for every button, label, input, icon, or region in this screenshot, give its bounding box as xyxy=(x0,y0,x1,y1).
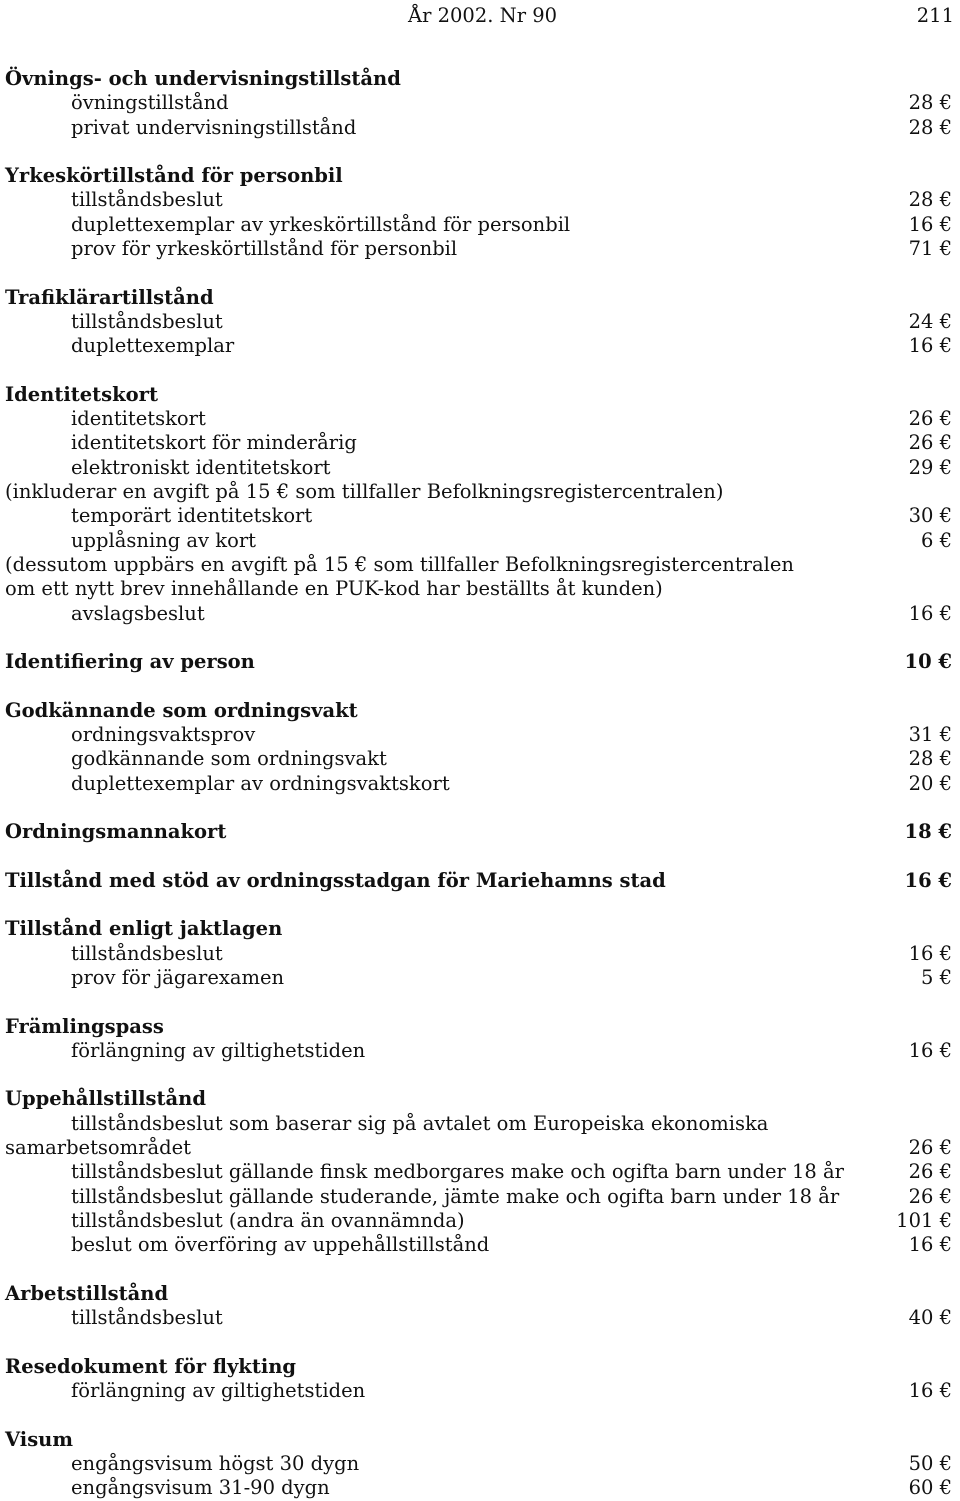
section-spacer xyxy=(5,1330,952,1354)
fee-item-label: tillståndsbeslut gällande studerande, jämte make och ogifta barn under 18 år xyxy=(71,1184,840,1208)
section-heading xyxy=(5,699,952,723)
fee-price: 101 € xyxy=(896,1208,952,1232)
fee-item-label: förlängning av giltighetstiden xyxy=(71,1379,366,1403)
fee-item xyxy=(5,1379,952,1403)
section-spacer xyxy=(5,990,952,1014)
fee-item xyxy=(5,1452,952,1476)
fee-price: 28 € xyxy=(908,115,952,139)
fee-price: 71 € xyxy=(908,237,952,261)
fee-item xyxy=(5,334,952,358)
fee-item xyxy=(5,723,952,747)
fee-item-label: prov för jägarexamen xyxy=(71,965,285,989)
section-spacer xyxy=(5,359,952,383)
fee-item-label: duplettexemplar av yrkeskörtillstånd för personbil xyxy=(71,212,571,236)
fee-item-label: (inkluderar en avgift på 15 € som tillfaller Befolkningsregistercentralen) xyxy=(5,480,724,504)
section-heading xyxy=(5,1087,952,1111)
fee-price: 16 € xyxy=(908,334,952,358)
fee-item-label: tillståndsbeslut xyxy=(71,941,223,965)
fee-item xyxy=(5,966,952,990)
section-heading-text: Identitetskort xyxy=(5,382,158,406)
section-spacer xyxy=(5,1063,952,1087)
fee-price: 28 € xyxy=(908,188,952,212)
fee-price: 5 € xyxy=(920,965,952,989)
fee-item xyxy=(5,188,952,212)
fee-item xyxy=(5,1209,952,1233)
section-heading-text: Identifiering av person xyxy=(5,650,255,674)
section-heading xyxy=(5,67,952,91)
fee-price: 26 € xyxy=(908,431,952,455)
fee-item xyxy=(5,1039,952,1063)
fee-price: 29 € xyxy=(908,455,952,479)
fee-item-label: identitetskort för minderårig xyxy=(71,431,357,455)
fee-item xyxy=(5,237,952,261)
section-heading xyxy=(5,286,952,310)
fee-item xyxy=(5,772,952,796)
section-heading xyxy=(5,1355,952,1379)
fee-price: 28 € xyxy=(908,747,952,771)
fee-item-label: tillståndsbeslut som baserar sig på avtalet om Europeiska ekonomiska xyxy=(71,1111,769,1135)
fee-item xyxy=(5,431,952,455)
fee-item-label: temporärt identitetskort xyxy=(71,504,313,528)
page-title: År 2002. Nr 90 xyxy=(408,4,558,27)
section-spacer xyxy=(5,845,952,869)
fee-price: 16 € xyxy=(908,941,952,965)
fee-price: 16 € xyxy=(908,1038,952,1062)
fee-price: 30 € xyxy=(908,504,952,528)
section-heading xyxy=(5,650,952,674)
section-heading-text: Främlingspass xyxy=(5,1014,164,1038)
section-spacer xyxy=(5,261,952,285)
fee-item xyxy=(5,1306,952,1330)
fee-item-label: tillståndsbeslut xyxy=(71,1306,223,1330)
section-heading xyxy=(5,1282,952,1306)
fee-item-label: samarbetsområdet xyxy=(5,1136,191,1160)
fee-item-label: identitetskort xyxy=(71,407,206,431)
section-heading-text: Godkännande som ordningsvakt xyxy=(5,698,358,722)
fee-note xyxy=(5,577,952,601)
fee-price: 16 € xyxy=(908,212,952,236)
section-heading-text: Resedokument för flykting xyxy=(5,1354,297,1378)
fee-price: 16 € xyxy=(904,868,952,892)
fee-item-label: tillståndsbeslut xyxy=(71,309,223,333)
fee-price: 26 € xyxy=(908,1184,952,1208)
fee-price: 6 € xyxy=(920,528,952,552)
fee-item-label: tillståndsbeslut xyxy=(71,188,223,212)
section-spacer xyxy=(5,796,952,820)
fee-item xyxy=(5,116,952,140)
fee-item-label: privat undervisningstillstånd xyxy=(71,115,357,139)
fee-item-label: elektroniskt identitetskort xyxy=(71,455,331,479)
fee-item-label: prov för yrkeskörtillstånd för personbil xyxy=(71,237,458,261)
section-spacer xyxy=(5,1403,952,1427)
fee-item-label: duplettexemplar av ordningsvaktskort xyxy=(71,771,450,795)
fee-price: 10 € xyxy=(904,650,952,674)
fee-price: 50 € xyxy=(908,1451,952,1475)
section-heading xyxy=(5,1015,952,1039)
section-spacer xyxy=(5,140,952,164)
fee-item xyxy=(5,1233,952,1257)
section-heading-text: Tillstånd enligt jaktlagen xyxy=(5,917,283,941)
section-heading-text: Uppehållstillstånd xyxy=(5,1087,206,1111)
section-spacer xyxy=(5,893,952,917)
section-heading xyxy=(5,1428,952,1452)
section-heading xyxy=(5,917,952,941)
fee-item-label: godkännande som ordningsvakt xyxy=(71,747,387,771)
fee-price: 60 € xyxy=(908,1476,952,1500)
fee-item xyxy=(5,456,952,480)
fee-item xyxy=(5,529,952,553)
fee-item-label: om ett nytt brev innehållande en PUK-kod har beställts åt kunden) xyxy=(5,577,663,601)
fee-price: 28 € xyxy=(908,91,952,115)
section-heading-text: Arbetstillstånd xyxy=(5,1281,169,1305)
fee-item xyxy=(5,1185,952,1209)
section-heading xyxy=(5,383,952,407)
fee-item xyxy=(5,1112,952,1136)
fee-price: 16 € xyxy=(908,601,952,625)
fee-price: 26 € xyxy=(908,407,952,431)
section-spacer xyxy=(5,1258,952,1282)
page-header xyxy=(0,4,960,30)
fee-note xyxy=(5,1136,952,1160)
section-heading-text: Yrkeskörtillstånd för personbil xyxy=(5,164,343,188)
section-heading-text: Tillstånd med stöd av ordningsstadgan för Mariehamns stad xyxy=(5,868,666,892)
section-heading-text: Visum xyxy=(5,1427,73,1451)
section-heading xyxy=(5,820,952,844)
fee-price: 18 € xyxy=(904,820,952,844)
fee-item xyxy=(5,1476,952,1500)
fee-price: 16 € xyxy=(908,1233,952,1257)
fee-list xyxy=(5,67,952,1501)
fee-item xyxy=(5,504,952,528)
fee-price: 31 € xyxy=(908,723,952,747)
section-heading-text: Trafiklärartillstånd xyxy=(5,285,214,309)
fee-item-label: duplettexemplar xyxy=(71,334,235,358)
fee-item xyxy=(5,213,952,237)
page-number: 211 xyxy=(916,4,954,27)
fee-item xyxy=(5,942,952,966)
section-heading-text: Övnings- och undervisningstillstånd xyxy=(5,67,401,90)
fee-item xyxy=(5,1160,952,1184)
fee-price: 40 € xyxy=(908,1306,952,1330)
fee-item xyxy=(5,602,952,626)
fee-item xyxy=(5,91,952,115)
fee-price: 20 € xyxy=(908,771,952,795)
fee-price: 24 € xyxy=(908,309,952,333)
section-heading xyxy=(5,869,952,893)
fee-note xyxy=(5,553,952,577)
fee-item-label: engångsvisum 31-90 dygn xyxy=(71,1476,330,1500)
fee-item xyxy=(5,310,952,334)
fee-item-label: tillståndsbeslut gällande finsk medborgares make och ogifta barn under 18 år xyxy=(71,1160,844,1184)
fee-item-label: engångsvisum högst 30 dygn xyxy=(71,1451,360,1475)
fee-item-label: ordningsvaktsprov xyxy=(71,723,256,747)
fee-note xyxy=(5,480,952,504)
fee-item xyxy=(5,407,952,431)
fee-price: 26 € xyxy=(908,1160,952,1184)
fee-price: 16 € xyxy=(908,1379,952,1403)
fee-item-label: (dessutom uppbärs en avgift på 15 € som tillfaller Befolkningsregistercentralen xyxy=(5,552,794,576)
section-spacer xyxy=(5,626,952,650)
fee-item-label: beslut om överföring av uppehållstillstånd xyxy=(71,1233,490,1257)
fee-item-label: avslagsbeslut xyxy=(71,601,205,625)
fee-item-label: upplåsning av kort xyxy=(71,528,256,552)
fee-price: 26 € xyxy=(908,1136,952,1160)
section-heading xyxy=(5,164,952,188)
fee-item-label: förlängning av giltighetstiden xyxy=(71,1038,366,1062)
section-heading-text: Ordningsmannakort xyxy=(5,820,227,844)
fee-item xyxy=(5,747,952,771)
fee-item-label: övningstillstånd xyxy=(71,91,229,115)
fee-item-label: tillståndsbeslut (andra än ovannämnda) xyxy=(71,1208,465,1232)
section-spacer xyxy=(5,674,952,698)
